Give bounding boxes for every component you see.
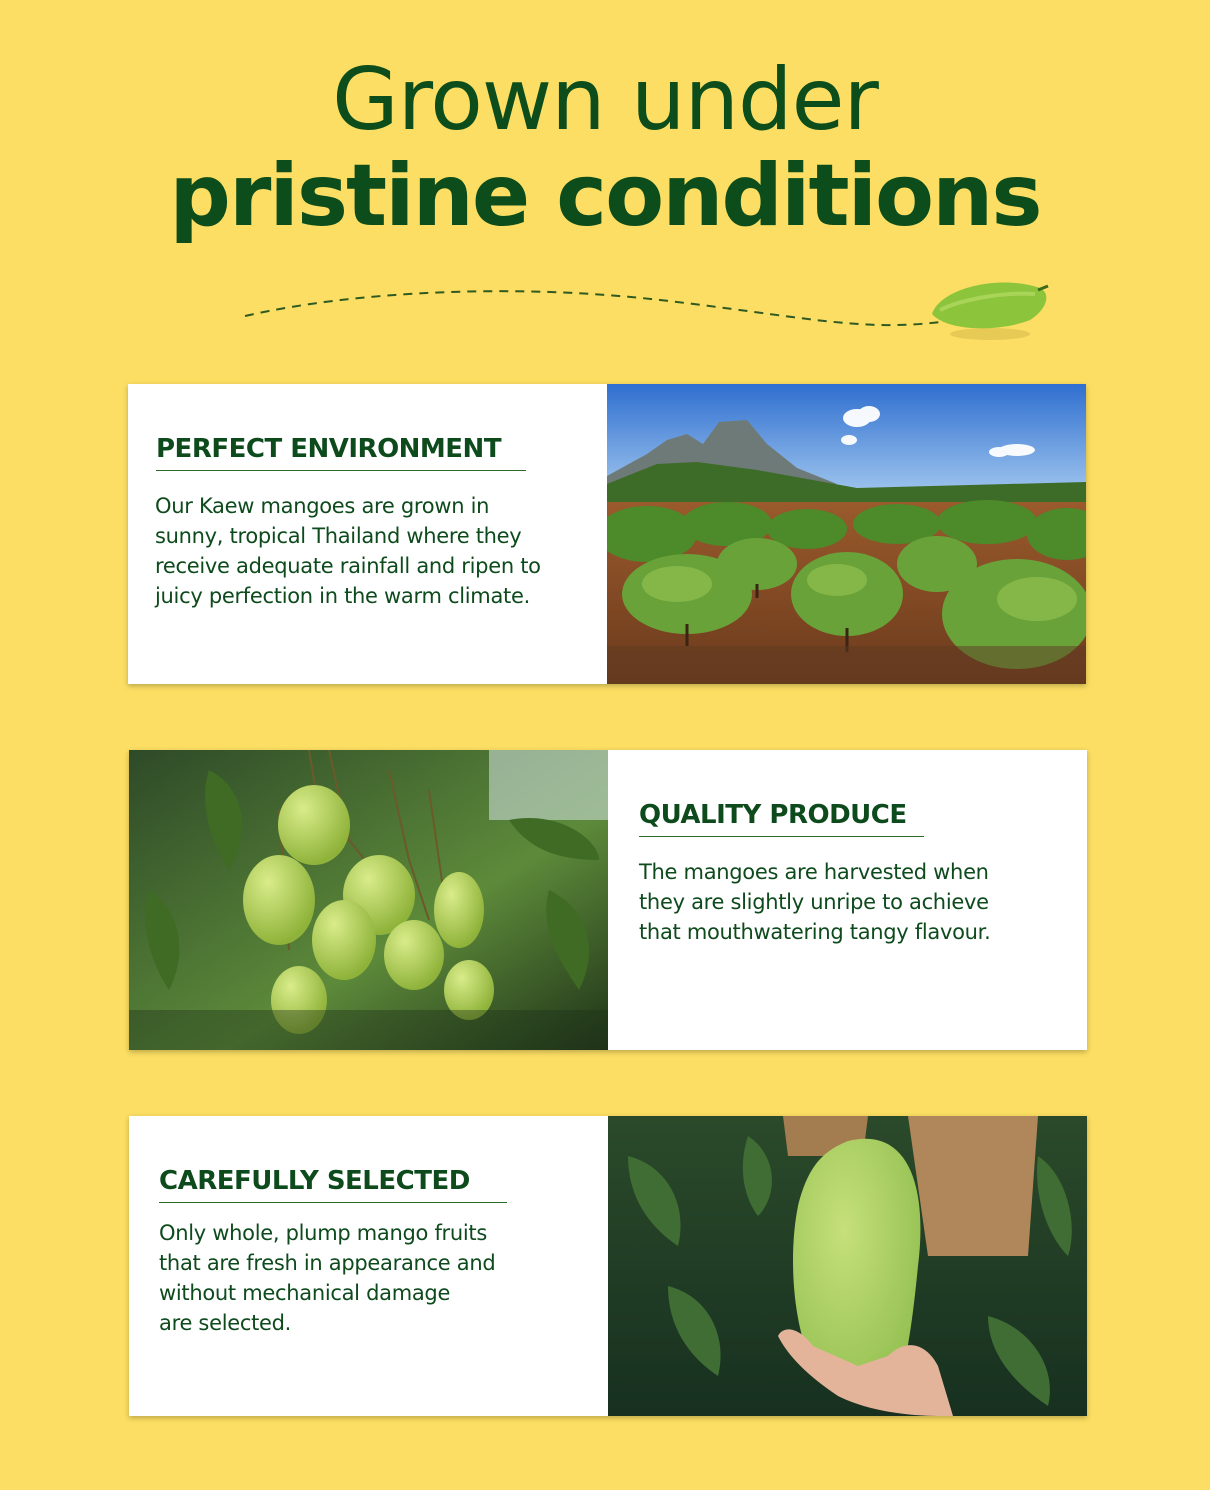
card-body — [639, 857, 990, 947]
card-body-line: Only whole, plump mango fruits — [159, 1221, 487, 1245]
card-text — [129, 1116, 608, 1416]
page-title — [0, 52, 1210, 244]
card-body-line: sunny, tropical Thailand where they — [155, 524, 522, 548]
page-title-line2: pristine conditions — [169, 146, 1041, 246]
page-title-line1: Grown under — [332, 50, 878, 150]
card-carefully-selected — [129, 1116, 1087, 1416]
card-body — [155, 491, 541, 611]
mango-orchard-photo — [607, 384, 1086, 684]
card-title: CAREFULLY SELECTED — [159, 1166, 507, 1203]
card-body-line: that are fresh in appearance and — [159, 1251, 496, 1275]
card-text — [128, 384, 607, 684]
card-body-line: juicy perfection in the warm climate. — [155, 584, 530, 608]
hand-holding-mango-photo — [608, 1116, 1087, 1416]
card-quality-produce — [129, 750, 1087, 1050]
card-text — [608, 750, 1087, 1050]
card-body-line: The mangoes are harvested when — [639, 860, 989, 884]
card-title: PERFECT ENVIRONMENT — [156, 434, 526, 471]
mango-icon — [932, 282, 1048, 328]
card-body — [159, 1218, 495, 1338]
card-perfect-environment — [128, 384, 1086, 684]
card-body-line: Our Kaew mangoes are grown in — [155, 494, 490, 518]
card-body-line: that mouthwatering tangy flavour. — [639, 920, 991, 944]
card-body-line: they are slightly unripe to achieve — [639, 890, 989, 914]
card-body-line: without mechanical damage — [159, 1281, 451, 1305]
dashed-path-mango-decoration — [240, 270, 1060, 350]
card-body-line: receive adequate rainfall and ripen to — [155, 554, 541, 578]
mango-cluster-photo — [129, 750, 608, 1050]
card-body-line: are selected. — [159, 1311, 292, 1335]
card-title: QUALITY PRODUCE — [639, 800, 924, 837]
